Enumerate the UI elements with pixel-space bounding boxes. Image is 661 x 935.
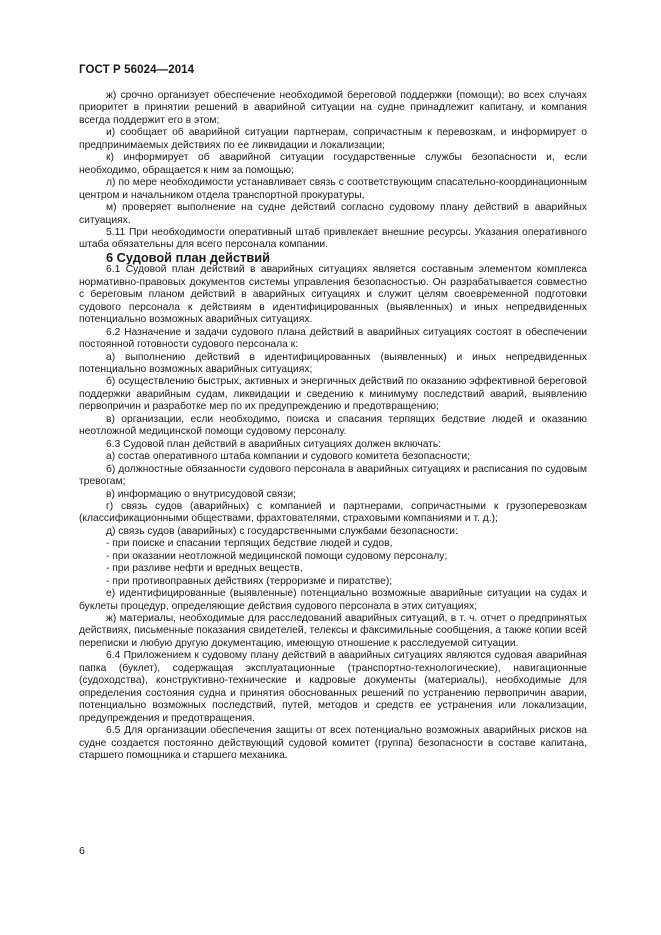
list-item: б) осуществлению быстрых, активных и энергичных действий по оказанию эффективной береговой поддержки аварийным судам, ликвидации и сведению к минимуму последствий аварий, выявлению первопричин и разработке мер по их предупреждению и предотвращению; [79, 376, 587, 413]
list-item: б) должностные обязанности судового персонала в аварийных ситуациях и расписания по судовым тревогам; [79, 463, 587, 488]
list-item: в) информацию о внутрисудовой связи; [106, 488, 297, 500]
paragraph: 6.4 Приложением к судовому плану действий в аварийных ситуациях являются судовая аварийная папка (буклет), содержащая эксплуатационные (транспортно-технологические), навигационные (судоходства), конструктивно-технические и кадровые документы (материалы), необходимые для определения состояния судна и принятия обоснованных решений по устранению первопричин аварии, потенциально возможных последствий, путей, методов и средств ее устранения или локализации, предупреждения и предотвращения. [79, 650, 587, 724]
list-item: в) организации, если необходимо, поиска и спасания терпящих бедствие людей и оказанию неотложной медицинской помощи судовому персоналу. [79, 413, 587, 438]
list-item: а) состав оперативного штаба компании и судового комитета безопасности; [106, 451, 470, 463]
list-item: - при поиске и спасании терпящих бедствие людей и судов, [106, 538, 393, 550]
paragraph: 6.1 Судовой план действий в аварийных ситуациях является составным элементом комплекса нормативно-правовых документов системы управления безопасностью. Он разрабатывается совместно с береговым планом действий в аварийных ситуациях и служит целям своевременной подготовки судового персонала к действиям в идентифицированных (выявленных) и иных непредвиденных потенциально возможных аварийных ситуациях. [79, 264, 587, 326]
paragraph: 6.5 Для организации обеспечения защиты от всех потенциально возможных аварийных рисков на судне создается постоянно действующий судовой комитет (группа) безопасности в составе капитана, старшего помощника и старшего механика. [79, 725, 587, 762]
list-item: е) идентифицированные (выявленные) потенциально возможные аварийные ситуации на судах и буклеты процедур, определяющие действия судового персонала в этих ситуациях; [79, 588, 587, 612]
list-item: г) связь судов (аварийных) с компанией и партнерами, сопричастными к грузоперевозкам (классификационными обществами, фрахтователями, страховыми компаниями и т. д.); [79, 500, 587, 525]
paragraph: ж) срочно организует обеспечение необходимой береговой поддержки (помощи); во всех случаях приоритет в принятии решений в аварийной ситуации на судне принадлежит капитану, и компания всегда поддержит его в этом; [79, 90, 587, 126]
document-body [79, 90, 587, 762]
paragraph: и) сообщает об аварийной ситуации партнерам, сопричастным к перевозкам, и информирует о предпринимаемых действиях по ее ликвидации и локализации; [79, 127, 587, 151]
list-item: а) выполнению действий в идентифицированных (выявленных) и иных непредвиденных потенциально возможных аварийных ситуациях; [79, 351, 587, 375]
list-item: ж) материалы, необходимые для расследований аварийных ситуаций, в т. ч. отчет о предпринятых действиях, письменные показания свидетелей, телексы и факсимильные сообщения, а также копии всей переписки и любую другую документацию, имеющую отношение к расследуемой ситуации. [79, 613, 587, 649]
paragraph: л) по мере необходимости устанавливает связь с соответствующим спасательно-координационным центром и начальником отдела транспортной прокуратуры, [79, 177, 587, 201]
paragraph: м) проверяет выполнение на судне действий согласно судовому плану действий в аварийных ситуациях. [79, 202, 587, 226]
list-item: д) связь судов (аварийных) с государственными службами безопасности: [106, 525, 458, 537]
list-item: - при разливе нефти и вредных веществ, [106, 563, 303, 575]
paragraph: 5.11 При необходимости оперативный штаб привлекает внешние ресурсы. Указания оперативного штаба обязательны для всего персонала компании. [79, 226, 587, 251]
document-code-header: ГОСТ Р 56024—2014 [79, 64, 195, 76]
paragraph: 6.2 Назначение и задачи судового плана действий в аварийных ситуациях состоят в обеспечении постоянной готовности судового персонала к: [79, 326, 587, 351]
list-item: - при оказании неотложной медицинской помощи судовому персоналу; [106, 550, 448, 562]
list-item: - при противоправных действиях (терроризме и пиратстве); [106, 575, 393, 587]
paragraph: 6.3 Судовой план действий в аварийных ситуациях должен включать: [106, 438, 442, 450]
section-heading: 6 Судовой план действий [106, 249, 270, 265]
paragraph: к) информирует об аварийной ситуации государственные службы безопасности и, если необходимо, обращается к ним за помощью; [79, 152, 587, 176]
page-number: 6 [79, 845, 85, 857]
